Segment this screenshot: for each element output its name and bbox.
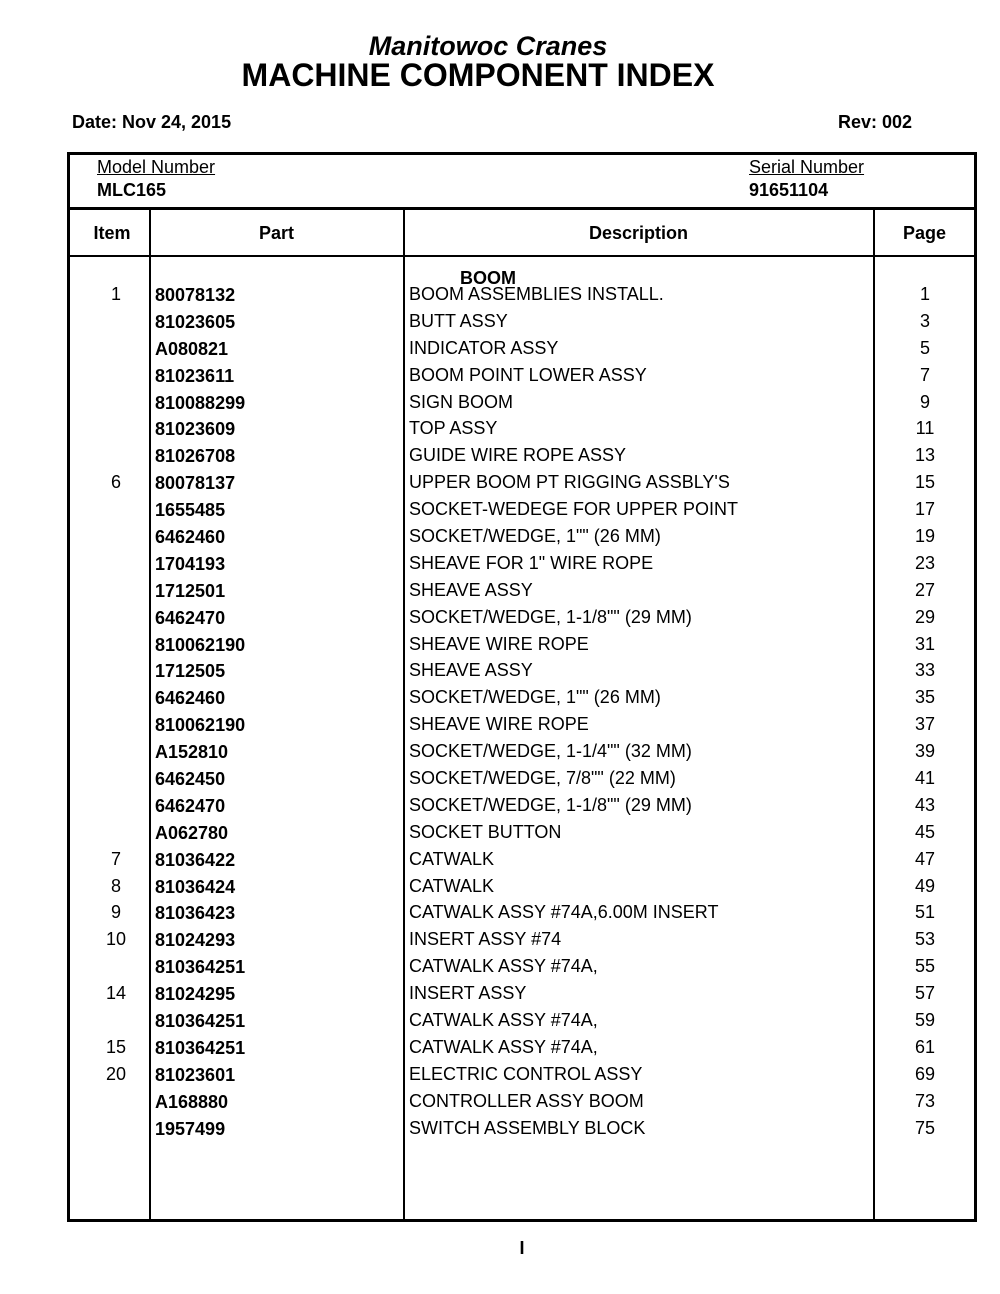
row-description: CATWALK ASSY #74A, — [409, 1036, 598, 1057]
row-part-number: 81023605 — [155, 311, 236, 332]
row-page: 41 — [914, 768, 936, 789]
row-part-number: A062780 — [155, 822, 229, 843]
row-part-number: 81023609 — [155, 419, 236, 440]
row-description: TOP ASSY — [409, 418, 498, 439]
row-part-number: 6462460 — [155, 527, 226, 548]
table-row — [70, 793, 974, 820]
row-part-number: A152810 — [155, 742, 229, 763]
table-row — [70, 578, 974, 605]
row-page: 9 — [919, 391, 930, 412]
row-page: 1 — [919, 284, 930, 304]
table-row — [70, 766, 974, 793]
row-item: 8 — [110, 875, 121, 896]
table-body — [70, 282, 974, 1143]
table-row — [70, 605, 974, 632]
table-row — [70, 954, 974, 981]
row-page: 49 — [914, 875, 936, 896]
model-number-label: Model Number — [97, 157, 216, 177]
row-description: UPPER BOOM PT RIGGING ASSBLY'S — [409, 472, 730, 493]
row-page: 57 — [914, 983, 936, 1004]
row-description: CATWALK ASSY #74A, — [409, 956, 598, 977]
table-row — [70, 632, 974, 659]
row-part-number: 810364251 — [155, 1011, 246, 1032]
table-row — [70, 1035, 974, 1062]
row-item: 9 — [110, 902, 121, 923]
table-row — [70, 363, 974, 390]
row-part-number: 6462460 — [155, 688, 226, 709]
serial-number-value: 91651104 — [749, 180, 829, 200]
table-row — [70, 443, 974, 470]
column-header-item: Item — [93, 223, 131, 243]
row-description: SOCKET/WEDGE, 7/8"" (22 MM) — [409, 768, 676, 789]
row-description: BUTT ASSY — [409, 310, 508, 331]
row-page: 61 — [914, 1036, 936, 1057]
row-page: 37 — [914, 714, 936, 735]
row-page: 7 — [919, 364, 930, 385]
column-header-page: Page — [902, 223, 947, 243]
row-description: BOOM ASSEMBLIES INSTALL. — [409, 284, 664, 304]
table-row — [70, 1008, 974, 1035]
section-title: BOOM — [460, 268, 516, 288]
row-part-number: 81036422 — [155, 849, 236, 870]
row-part-number: 6462470 — [155, 795, 226, 816]
column-header-description: Description — [588, 223, 689, 243]
row-part-number: 1712501 — [155, 580, 226, 601]
table-row — [70, 712, 974, 739]
row-part-number: 81036424 — [155, 876, 236, 897]
row-page: 11 — [915, 418, 935, 439]
row-part-number: 810364251 — [155, 1037, 246, 1058]
row-description: ELECTRIC CONTROL ASSY — [409, 1063, 643, 1084]
row-part-number: 810062190 — [155, 634, 246, 655]
row-page: 35 — [914, 687, 936, 708]
row-page: 53 — [914, 929, 936, 950]
column-header-divider — [70, 255, 974, 257]
row-page: 29 — [914, 606, 936, 627]
row-description: SOCKET/WEDGE, 1-1/4"" (32 MM) — [409, 741, 692, 762]
row-description: INDICATOR ASSY — [409, 337, 559, 358]
table-row — [70, 658, 974, 685]
row-description: CATWALK — [409, 875, 495, 896]
table-row — [70, 981, 974, 1008]
row-page: 5 — [919, 337, 930, 358]
row-part-number: 1655485 — [155, 500, 226, 521]
row-page: 17 — [914, 499, 936, 520]
row-part-number: 6462470 — [155, 607, 226, 628]
row-page: 55 — [914, 956, 936, 977]
table-row — [70, 470, 974, 497]
row-item: 10 — [105, 929, 127, 950]
table-row — [70, 336, 974, 363]
brand-title: Manitowoc Cranes — [368, 31, 608, 61]
row-page: 27 — [914, 579, 936, 600]
row-description: SOCKET/WEDGE, 1-1/8"" (29 MM) — [409, 794, 692, 815]
row-page: 59 — [914, 1010, 936, 1031]
row-description: INSERT ASSY — [409, 983, 527, 1004]
row-page: 73 — [914, 1090, 936, 1111]
row-page: 19 — [914, 526, 936, 547]
row-part-number: 80078137 — [155, 473, 236, 494]
row-page: 69 — [914, 1063, 936, 1084]
row-page: 51 — [914, 902, 936, 923]
row-part-number: A168880 — [155, 1091, 229, 1112]
row-part-number: 81024293 — [155, 930, 236, 951]
row-page: 15 — [914, 472, 936, 493]
row-page: 33 — [914, 660, 936, 681]
table-row — [70, 309, 974, 336]
row-description: SHEAVE FOR 1" WIRE ROPE — [409, 552, 654, 573]
document-date: Date: Nov 24, 2015 — [72, 112, 232, 132]
page-number: I — [519, 1238, 525, 1258]
row-description: CATWALK ASSY #74A, — [409, 1010, 598, 1031]
row-part-number: 81023601 — [155, 1064, 236, 1085]
row-item: 6 — [110, 472, 121, 493]
table-row — [70, 927, 974, 954]
row-description: SOCKET/WEDGE, 1"" (26 MM) — [409, 526, 661, 547]
table-row — [70, 1089, 974, 1116]
row-part-number: 1704193 — [155, 553, 226, 574]
row-page: 13 — [914, 445, 936, 466]
row-part-number: 80078132 — [155, 285, 236, 305]
table-row — [70, 282, 974, 309]
document-revision: Rev: 002 — [838, 112, 913, 132]
row-page: 43 — [914, 794, 936, 815]
serial-number-label: Serial Number — [749, 157, 865, 177]
row-item: 20 — [105, 1063, 127, 1084]
component-index-table — [67, 152, 977, 1222]
row-part-number: 810062190 — [155, 715, 246, 736]
row-part-number: 81036423 — [155, 903, 236, 924]
row-item: 14 — [105, 983, 127, 1004]
row-part-number: A080821 — [155, 338, 229, 359]
row-description: SOCKET-WEDEGE FOR UPPER POINT — [409, 499, 739, 520]
table-row — [70, 820, 974, 847]
table-row — [70, 390, 974, 417]
column-header-part: Part — [258, 223, 294, 243]
row-item: 15 — [105, 1036, 127, 1057]
row-part-number: 810364251 — [155, 957, 246, 978]
table-row — [70, 874, 974, 901]
row-page: 3 — [919, 310, 930, 331]
table-row — [70, 1062, 974, 1089]
row-part-number: 6462450 — [155, 769, 226, 790]
row-part-number: 81023611 — [155, 365, 235, 386]
table-row — [70, 524, 974, 551]
model-number-value: MLC165 — [97, 180, 167, 200]
row-part-number: 81024295 — [155, 984, 236, 1005]
row-part-number: 81026708 — [155, 446, 236, 467]
table-row — [70, 416, 974, 443]
table-row — [70, 900, 974, 927]
row-description: BOOM POINT LOWER ASSY — [409, 364, 647, 385]
row-page: 47 — [914, 848, 936, 869]
row-page: 31 — [914, 633, 936, 654]
row-description: SIGN BOOM — [409, 391, 514, 412]
row-description: SHEAVE ASSY — [409, 660, 533, 681]
row-description: SOCKET/WEDGE, 1-1/8"" (29 MM) — [409, 606, 692, 627]
table-row — [70, 847, 974, 874]
row-item: 1 — [110, 284, 121, 304]
row-description: SWITCH ASSEMBLY BLOCK — [409, 1117, 646, 1138]
row-page: 23 — [914, 552, 936, 573]
row-item: 7 — [110, 848, 121, 869]
table-row — [70, 497, 974, 524]
row-description: SHEAVE ASSY — [409, 579, 533, 600]
row-description: SHEAVE WIRE ROPE — [409, 714, 589, 735]
row-description: INSERT ASSY #74 — [409, 929, 562, 950]
row-page: 45 — [914, 821, 936, 842]
row-description: SOCKET/WEDGE, 1"" (26 MM) — [409, 687, 661, 708]
table-row — [70, 685, 974, 712]
table-row — [70, 551, 974, 578]
row-description: CATWALK — [409, 848, 495, 869]
document-title: MACHINE COMPONENT INDEX — [241, 57, 715, 93]
row-description: GUIDE WIRE ROPE ASSY — [409, 445, 627, 466]
row-page: 39 — [914, 741, 936, 762]
row-description: SHEAVE WIRE ROPE — [409, 633, 589, 654]
header-divider — [70, 207, 974, 210]
row-part-number: 1712505 — [155, 661, 226, 682]
row-description: CONTROLLER ASSY BOOM — [409, 1090, 644, 1111]
row-page: 75 — [914, 1117, 936, 1138]
table-row — [70, 1116, 974, 1143]
row-description: SOCKET BUTTON — [409, 821, 562, 842]
row-part-number: 1957499 — [155, 1118, 226, 1139]
table-row — [70, 739, 974, 766]
row-description: CATWALK ASSY #74A,6.00M INSERT — [409, 902, 719, 923]
row-part-number: 810088299 — [155, 392, 246, 413]
